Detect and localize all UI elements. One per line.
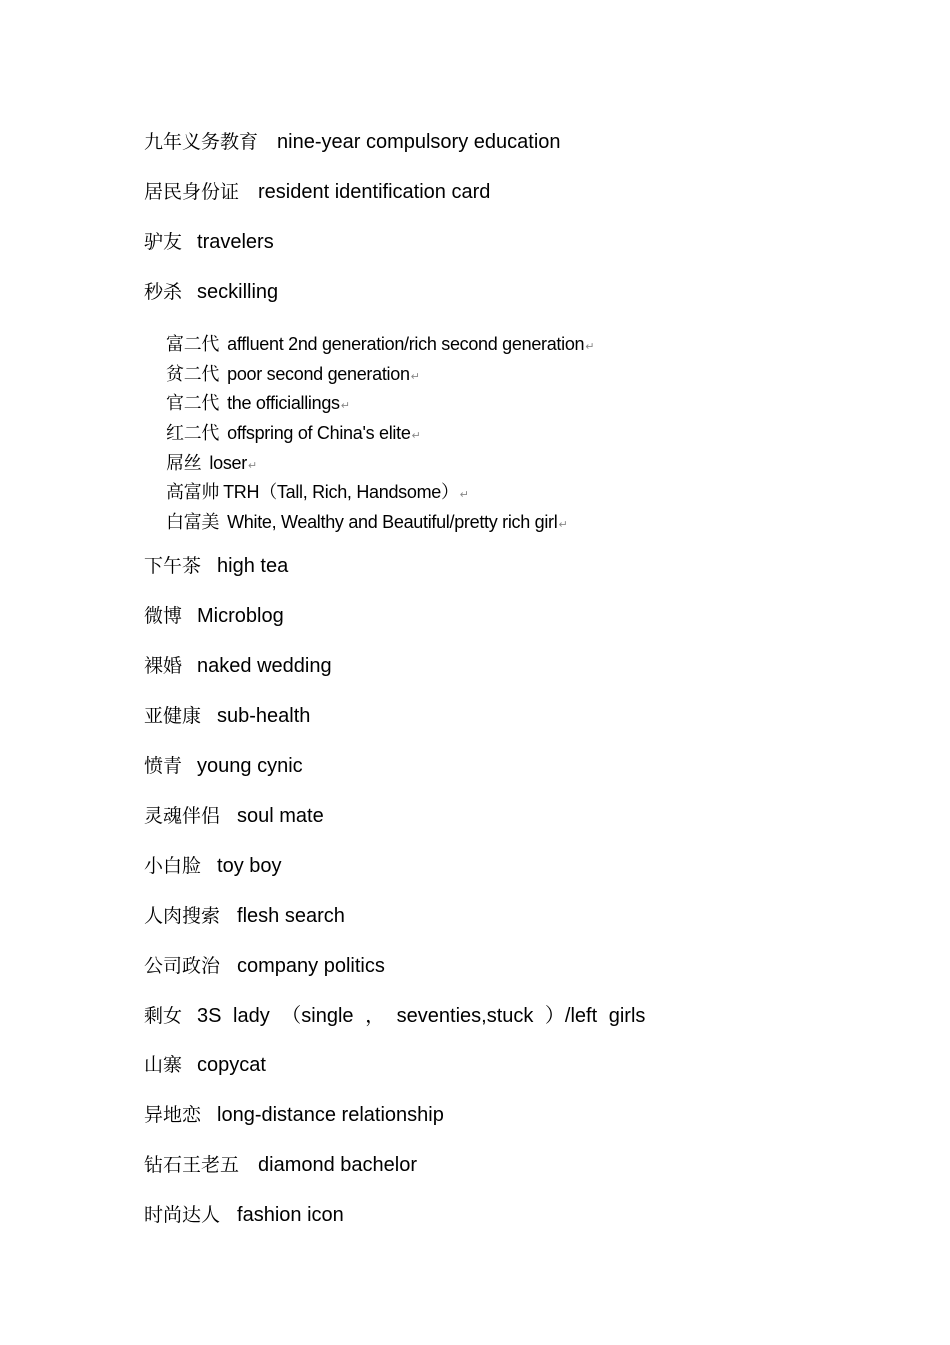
return-mark-icon: ↵: [585, 340, 595, 353]
term-english: flesh search: [237, 905, 345, 927]
term-english: affluent 2nd generation/rich second generation: [227, 334, 585, 354]
term-chinese: 时尚达人: [144, 1204, 221, 1226]
return-mark-icon: ↵: [247, 458, 257, 472]
term-english: White, Wealthy and Beautiful/pretty rich girl: [227, 512, 558, 533]
term-chinese: 下午茶: [144, 555, 202, 577]
term-english: resident identification card: [258, 181, 491, 203]
glossary-entry: [144, 854, 282, 878]
glossary-entry: [144, 654, 332, 678]
term-chinese: 驴友: [144, 231, 183, 253]
term-chinese: 秒杀: [144, 281, 183, 303]
block-line: [166, 420, 594, 450]
term-english: seckilling: [197, 281, 279, 303]
block-line: [166, 331, 594, 361]
term-english: nine-year compulsory education: [277, 131, 561, 153]
glossary-entry: [144, 554, 288, 578]
term-english: TRH（Tall, Rich, Handsome）: [223, 482, 459, 503]
glossary-entry: [144, 180, 490, 204]
term-chinese: 富二代: [166, 334, 220, 355]
term-chinese: 公司政治: [144, 955, 221, 977]
term-english: Microblog: [197, 605, 284, 627]
glossary-entry: [144, 754, 303, 778]
return-mark-icon: ↵: [411, 429, 421, 443]
term-chinese: 屌丝: [166, 452, 202, 474]
term-english: fashion icon: [237, 1204, 344, 1226]
block-line: [166, 479, 594, 509]
block-line: [166, 509, 594, 539]
glossary-entry: [144, 904, 345, 928]
term-chinese: 剩女: [144, 1005, 183, 1027]
term-chinese: 白富美: [166, 512, 220, 534]
term-chinese: 灵魂伴侣: [144, 805, 221, 827]
block-line: [166, 450, 594, 480]
glossary-entry: [144, 280, 278, 304]
term-chinese: 愤青: [144, 755, 183, 777]
term-english: poor second generation: [227, 363, 410, 384]
glossary-entry: [144, 1103, 444, 1127]
term-chinese: 高富帅: [166, 482, 220, 504]
term-chinese: 人肉搜索: [144, 905, 221, 927]
block-line: [166, 361, 594, 391]
term-chinese: 裸婚: [144, 655, 183, 677]
glossary-entry: [144, 1053, 266, 1077]
term-english: sub-health: [217, 705, 311, 727]
term-english: high tea: [217, 555, 289, 577]
term-chinese: 钻石王老五: [144, 1154, 240, 1176]
glossary-entry: [144, 954, 385, 978]
term-chinese: 九年义务教育: [144, 131, 259, 153]
term-english: the officiallings: [227, 393, 340, 414]
term-english: toy boy: [217, 855, 282, 877]
glossary-entry: [144, 1004, 645, 1028]
glossary-entry: [144, 1203, 344, 1227]
term-english: young cynic: [197, 755, 303, 777]
term-english: diamond bachelor: [258, 1154, 418, 1176]
term-chinese: 居民身份证: [144, 181, 240, 203]
term-english: naked wedding: [197, 655, 332, 677]
return-mark-icon: ↵: [410, 369, 420, 383]
term-chinese: 官二代: [166, 393, 220, 415]
term-english: copycat: [197, 1054, 266, 1076]
return-mark-icon: ↵: [558, 518, 568, 532]
term-english: offspring of China's elite: [227, 423, 411, 444]
glossary-entry: [144, 804, 324, 828]
generation-terms-block: [166, 331, 594, 539]
term-chinese: 异地恋: [144, 1104, 202, 1126]
return-mark-icon: ↵: [340, 399, 350, 413]
glossary-entry: [144, 604, 284, 628]
block-line: [166, 390, 594, 420]
term-english: loser: [209, 452, 247, 473]
glossary-entry: [144, 130, 561, 154]
glossary-entry: [144, 1153, 417, 1177]
term-chinese: 山寨: [144, 1054, 183, 1076]
term-english: 3S lady （single ， seventies,stuck ）/left girls: [197, 1005, 646, 1027]
glossary-entry: [144, 230, 274, 254]
return-mark-icon: ↵: [459, 488, 469, 502]
term-english: travelers: [197, 231, 274, 253]
glossary-entry: [144, 704, 310, 728]
term-chinese: 红二代: [166, 423, 220, 445]
term-english: soul mate: [237, 805, 324, 827]
term-chinese: 贫二代: [166, 363, 220, 385]
term-chinese: 微博: [144, 605, 183, 627]
term-english: long-distance relationship: [217, 1104, 444, 1126]
term-chinese: 亚健康: [144, 705, 202, 727]
term-chinese: 小白脸: [144, 855, 202, 877]
term-english: company politics: [237, 955, 385, 977]
